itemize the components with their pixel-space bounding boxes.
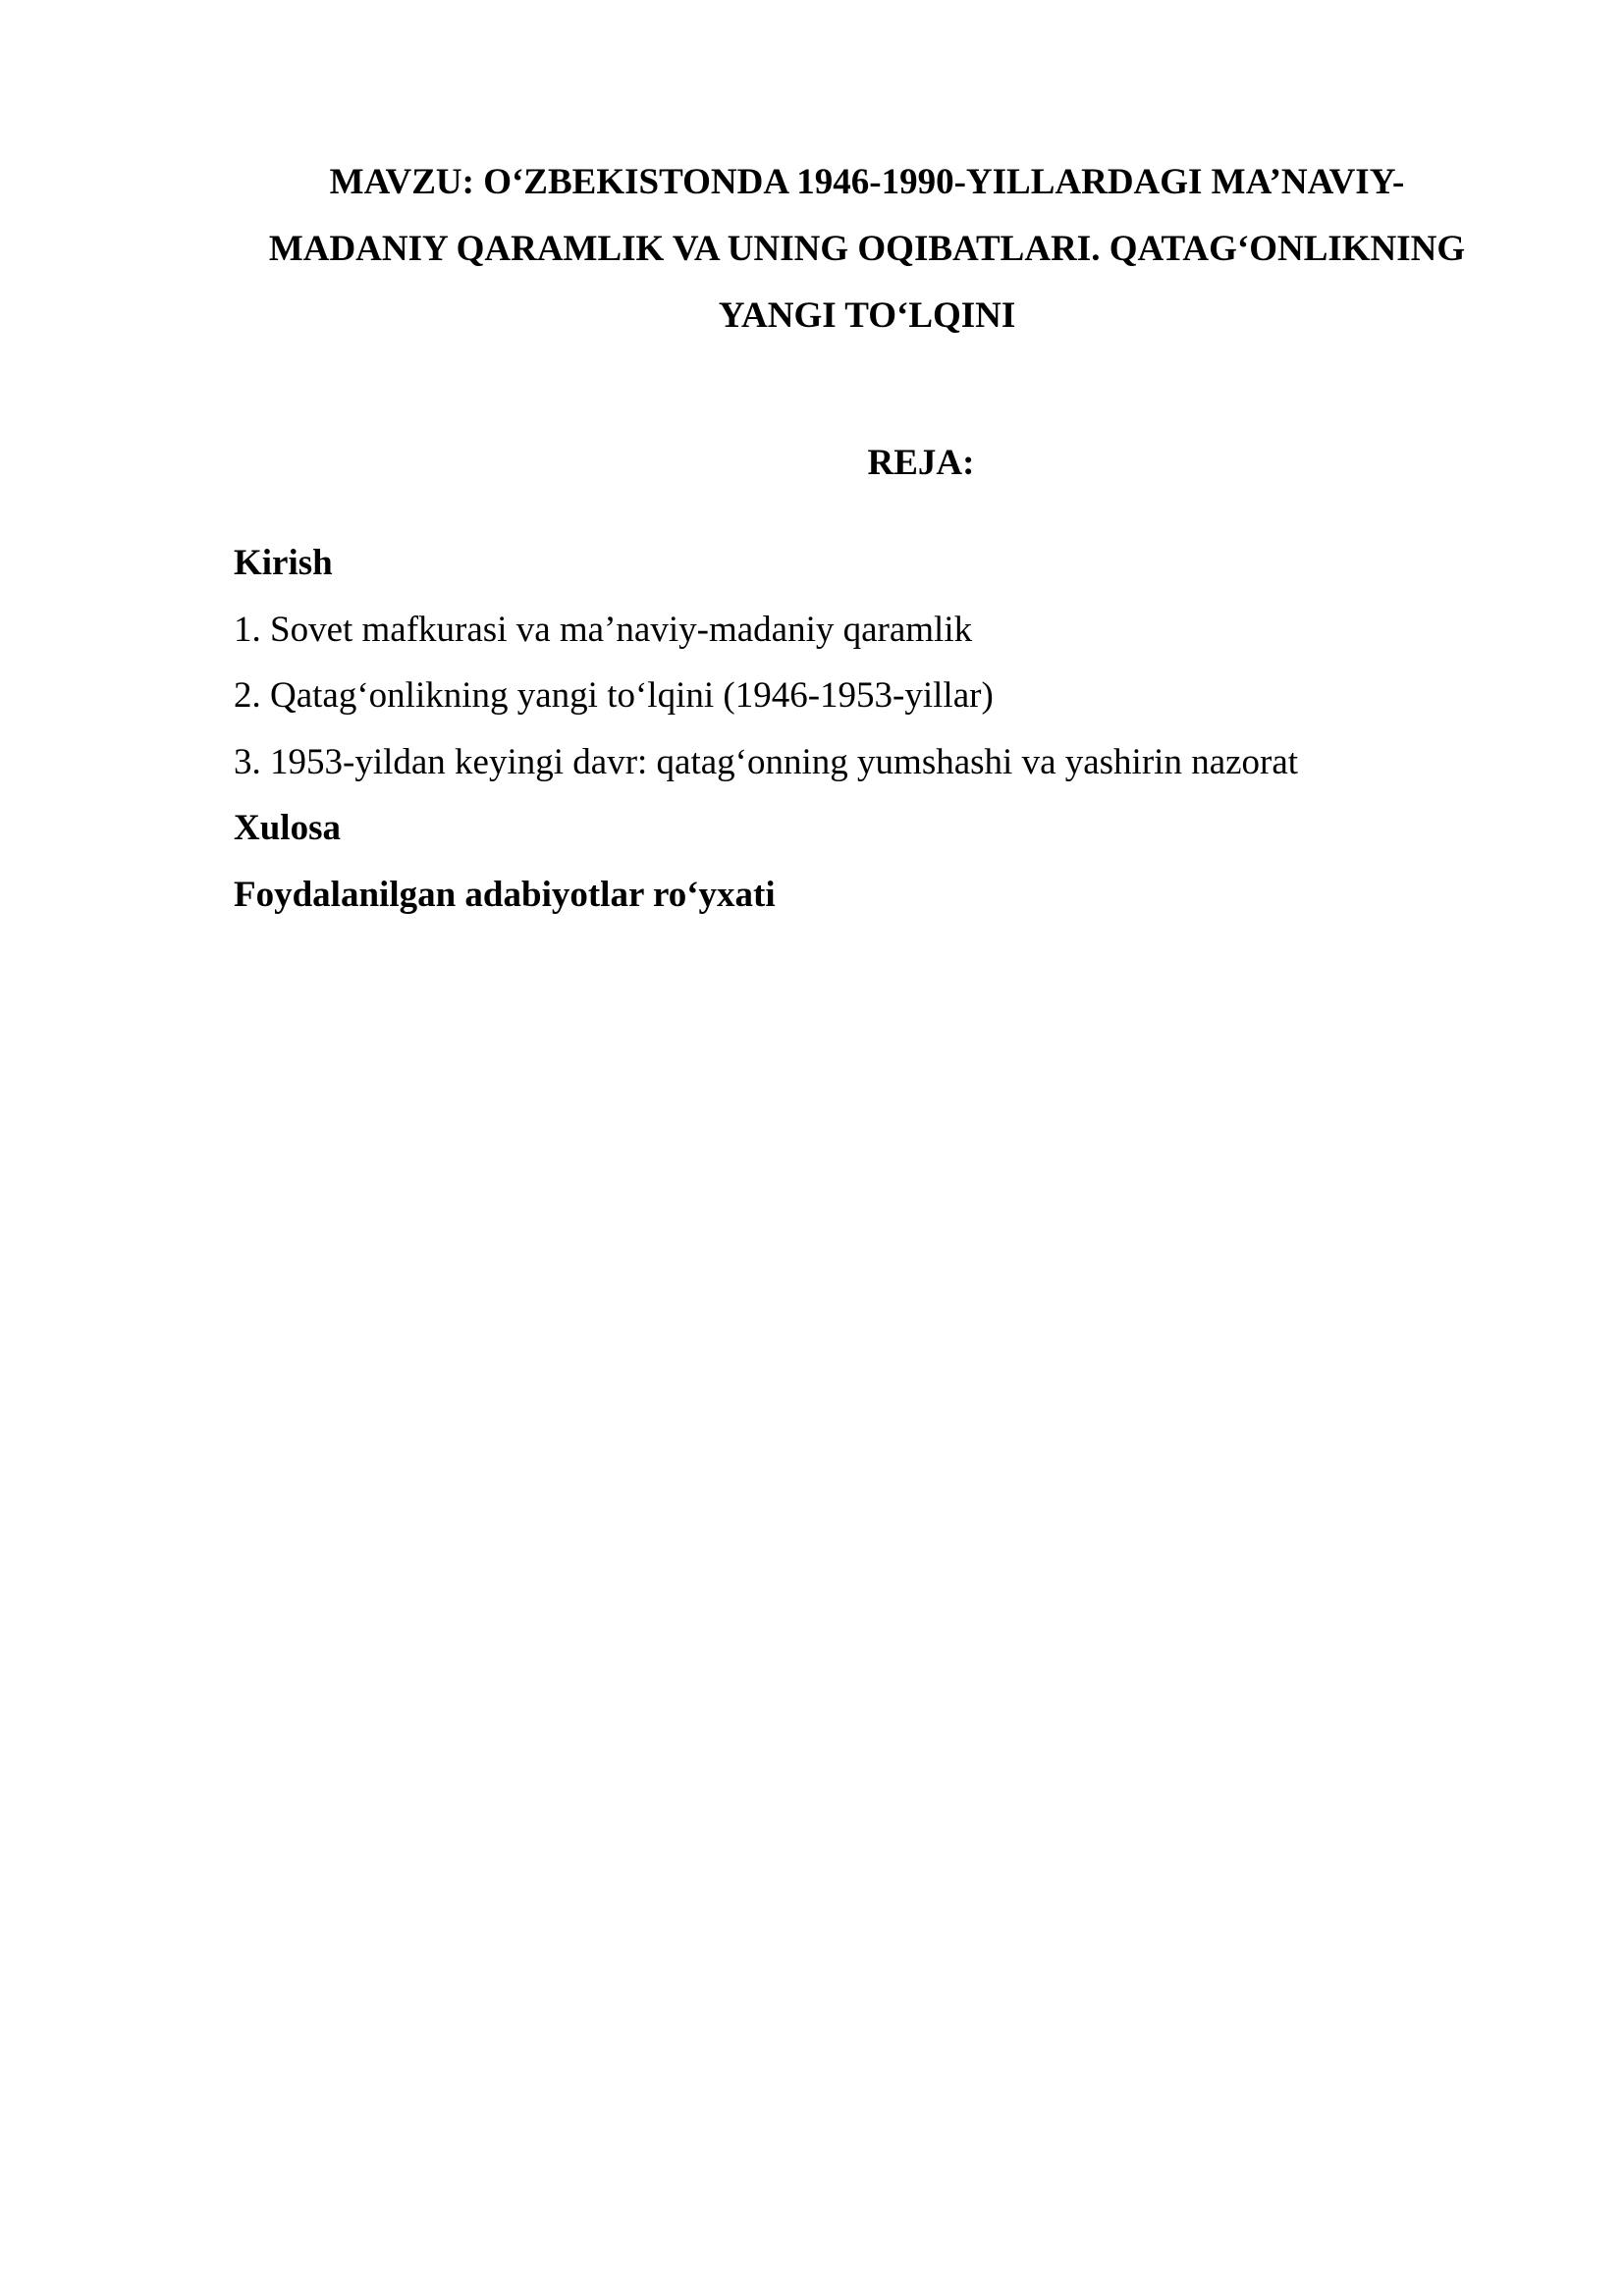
- plan-item-1: 1. Sovet mafkurasi va ma’naviy-madaniy qaramlik: [234, 609, 973, 650]
- plan-item-2: 2. Qatag‘onlikning yangi to‘lqini (1946-1953-yillar): [234, 675, 994, 716]
- plan-item-introduction: Kirish: [234, 543, 333, 583]
- plan-item-conclusion: Xulosa: [234, 808, 341, 848]
- title-line: MADANIY QARAMLIK VA UNING OQIBATLARI. QATAG‘ONLIKNING: [268, 229, 1466, 269]
- plan-item-3: 3. 1953-yildan keyingi davr: qatag‘onning yumshashi va yashirin nazorat: [234, 741, 1299, 782]
- plan-heading: REJA:: [867, 443, 975, 483]
- title-line: YANGI TO‘LQINI: [718, 295, 1016, 336]
- document-title: [234, 149, 1500, 349]
- plan-list: [234, 530, 1500, 928]
- title-line: MAVZU: O‘ZBEKISTONDA 1946-1990-YILLARDAGI MA’NAVIY-: [329, 162, 1405, 202]
- plan-item-references: Foydalanilgan adabiyotlar ro‘yxati: [234, 874, 776, 915]
